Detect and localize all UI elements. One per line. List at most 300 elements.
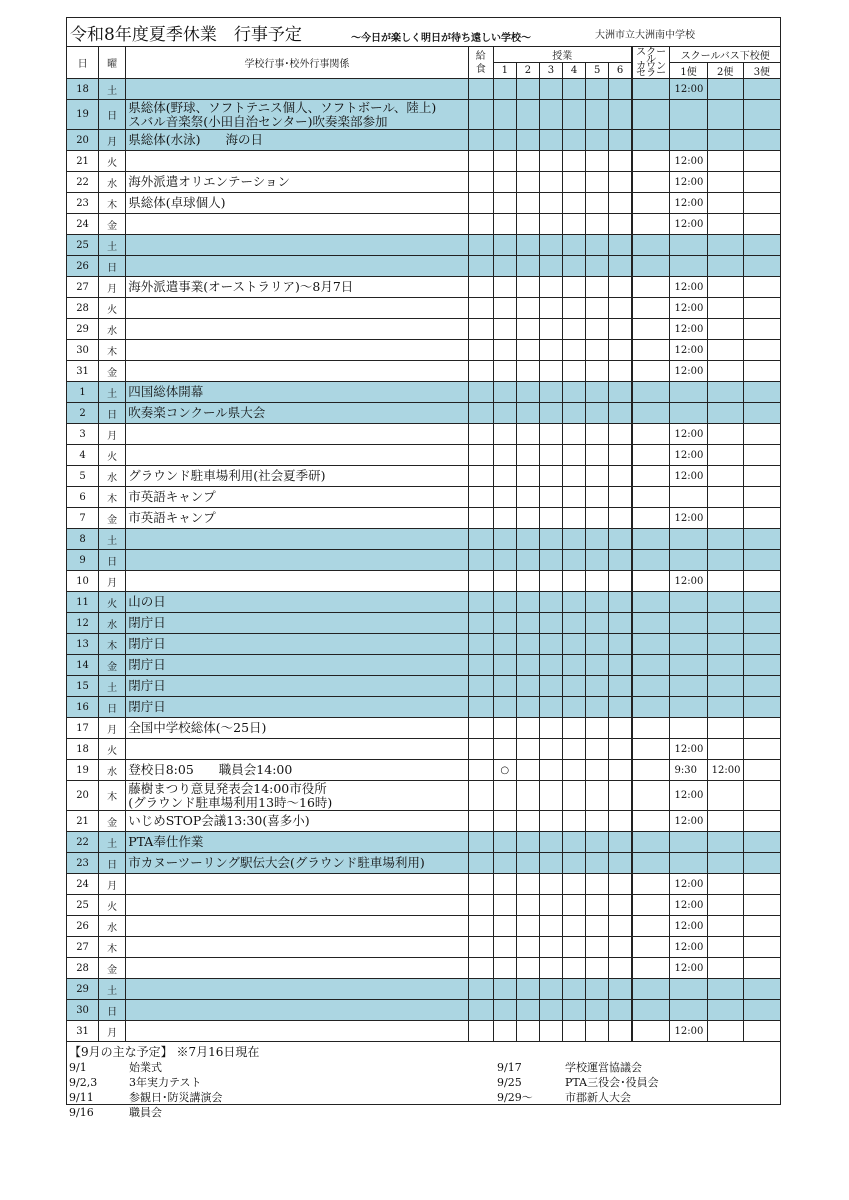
period-cell [493,958,516,979]
period-cell [516,529,539,550]
period-cell [563,895,586,916]
bus-run3-cell [743,937,780,958]
period-cell [586,634,609,655]
bus-run1-cell [670,832,707,853]
bus-run1-cell: 12:00 [670,958,707,979]
counselor-cell [632,550,670,571]
period-cell [586,550,609,571]
event-cell [126,151,468,172]
period-cell [516,613,539,634]
counselor-cell [632,853,670,874]
period-cell [539,895,562,916]
period-cell [586,718,609,739]
lunch-cell [468,718,493,739]
col-header-day: 日 [67,47,99,79]
event-cell: 県総体(水泳) 海の日 [126,130,468,151]
bus-run1-cell [670,718,707,739]
schedule-table [66,46,781,1042]
day-row [67,277,781,298]
period-cell [563,634,586,655]
period-cell [493,529,516,550]
plan-item: 9/17 学校運営協議会 [497,1061,642,1074]
period-cell [586,937,609,958]
weekday-cell: 月 [99,1021,126,1042]
period-cell [563,466,586,487]
event-cell: 全国中学校総体(～25日) [126,718,468,739]
period-cell [516,1021,539,1042]
period-cell [516,781,539,811]
bus-run1-cell [670,130,707,151]
bus-run2-cell [707,697,743,718]
bus-run3-cell [743,235,780,256]
counselor-cell [632,277,670,298]
bus-run3-cell [743,874,780,895]
lunch-cell [468,811,493,832]
period-cell [539,277,562,298]
period-cell [563,277,586,298]
event-cell [126,571,468,592]
weekday-cell: 日 [99,1000,126,1021]
period-cell [609,193,632,214]
bus-run1-cell: 12:00 [670,79,707,100]
period-cell [539,256,562,277]
bus-run2-cell [707,298,743,319]
bus-run2-cell [707,361,743,382]
event-cell [126,256,468,277]
period-cell [609,508,632,529]
counselor-cell [632,937,670,958]
day-row [67,487,781,508]
period-cell [609,151,632,172]
counselor-cell [632,403,670,424]
lunch-cell [468,100,493,130]
period-cell [586,235,609,256]
period-cell [516,958,539,979]
plan-item: 9/29～ 市郡新人大会 [497,1091,631,1104]
bus-run3-cell [743,100,780,130]
period-cell [516,895,539,916]
day-row [67,718,781,739]
bus-run2-cell [707,1000,743,1021]
period-cell [563,760,586,781]
period-cell [586,130,609,151]
counselor-cell [632,193,670,214]
event-cell [126,361,468,382]
lunch-cell [468,916,493,937]
bus-run3-cell [743,1021,780,1042]
day-cell: 25 [67,895,99,916]
counselor-cell [632,832,670,853]
counselor-cell [632,100,670,130]
event-cell: 四国総体開幕 [126,382,468,403]
weekday-cell: 木 [99,634,126,655]
counselor-cell [632,634,670,655]
period-cell [563,739,586,760]
period-cell [516,937,539,958]
period-cell [493,550,516,571]
period-cell [609,592,632,613]
counselor-cell [632,235,670,256]
bus-run3-cell [743,193,780,214]
day-cell: 29 [67,319,99,340]
school-name: 大洲市立大洲南中学校 [595,30,695,41]
lunch-cell [468,130,493,151]
period-cell [539,811,562,832]
period-cell [516,382,539,403]
period-cell [586,403,609,424]
bus-run1-cell [670,853,707,874]
period-cell [539,298,562,319]
bus-run2-cell [707,382,743,403]
lunch-cell [468,508,493,529]
period-header: 5 [586,63,609,79]
period-cell [516,853,539,874]
weekday-cell: 金 [99,508,126,529]
period-cell [563,100,586,130]
period-cell [586,193,609,214]
day-cell: 20 [67,130,99,151]
event-cell: 市カヌーツーリング駅伝大会(グラウンド駐車場利用) [126,853,468,874]
bus-run2-cell [707,739,743,760]
bus-run3-cell [743,697,780,718]
counselor-cell [632,382,670,403]
day-row [67,760,781,781]
period-cell [539,1000,562,1021]
period-cell [539,319,562,340]
period-cell [539,79,562,100]
period-cell [609,529,632,550]
weekday-cell: 木 [99,487,126,508]
bus-run1-cell: 12:00 [670,361,707,382]
period-cell [563,382,586,403]
period-cell [563,508,586,529]
period-cell [516,319,539,340]
day-row [67,172,781,193]
bus-run2-cell [707,529,743,550]
day-row [67,256,781,277]
period-cell [563,151,586,172]
day-cell: 15 [67,676,99,697]
lunch-cell [468,487,493,508]
day-cell: 13 [67,634,99,655]
period-cell [516,760,539,781]
lunch-cell [468,298,493,319]
period-cell [493,256,516,277]
period-cell [609,382,632,403]
period-cell [609,571,632,592]
period-cell [563,130,586,151]
event-cell: 閉庁日 [126,613,468,634]
weekday-cell: 月 [99,424,126,445]
weekday-cell: 土 [99,979,126,1000]
counselor-cell [632,361,670,382]
bus-run2-cell [707,277,743,298]
bus-run2-cell [707,613,743,634]
bus-run1-cell: 12:00 [670,781,707,811]
period-cell [586,340,609,361]
day-cell: 28 [67,298,99,319]
period-cell [586,613,609,634]
bus-run1-cell [670,550,707,571]
lunch-cell [468,172,493,193]
weekday-cell: 木 [99,937,126,958]
period-cell [563,832,586,853]
period-cell [609,550,632,571]
period-cell [493,613,516,634]
weekday-cell: 土 [99,79,126,100]
bus-run1-cell: 12:00 [670,298,707,319]
period-cell [516,193,539,214]
weekday-cell: 火 [99,592,126,613]
counselor-cell [632,979,670,1000]
period-cell [539,130,562,151]
day-cell: 14 [67,655,99,676]
bus-run1-cell: 12:00 [670,193,707,214]
bus-run3-cell [743,445,780,466]
counselor-cell [632,760,670,781]
weekday-cell: 金 [99,655,126,676]
day-row [67,937,781,958]
bus-run3-cell [743,361,780,382]
event-cell: 山の日 [126,592,468,613]
lunch-cell [468,466,493,487]
counselor-cell [632,214,670,235]
period-cell [539,571,562,592]
period-cell [586,895,609,916]
period-cell [516,718,539,739]
period-cell [493,508,516,529]
counselor-cell [632,130,670,151]
day-cell: 26 [67,916,99,937]
day-row [67,676,781,697]
event-cell: グラウンド駐車場利用(社会夏季研) [126,466,468,487]
lunch-cell [468,832,493,853]
period-cell [609,100,632,130]
period-cell [609,424,632,445]
event-cell: 閉庁日 [126,676,468,697]
day-row [67,529,781,550]
bus-run1-cell [670,403,707,424]
day-cell: 23 [67,193,99,214]
bus-run1-cell: 12:00 [670,445,707,466]
counselor-cell [632,895,670,916]
day-row [67,958,781,979]
weekday-cell: 日 [99,697,126,718]
day-row [67,100,781,130]
day-row [67,424,781,445]
period-cell [609,979,632,1000]
day-cell: 26 [67,256,99,277]
bus-run3-cell [743,718,780,739]
period-cell [516,151,539,172]
period-cell [586,1021,609,1042]
bus-run3-cell [743,916,780,937]
event-cell [126,958,468,979]
event-cell: 県総体(卓球個人) [126,193,468,214]
event-cell [126,235,468,256]
lunch-cell [468,760,493,781]
bus-run1-cell: 12:00 [670,424,707,445]
period-cell [539,214,562,235]
weekday-cell: 金 [99,958,126,979]
day-row [67,319,781,340]
period-cell [493,487,516,508]
bus-run2-cell [707,79,743,100]
day-row [67,811,781,832]
lunch-cell [468,235,493,256]
bus-run3-cell [743,1000,780,1021]
period-cell [516,277,539,298]
bus-run2-cell [707,151,743,172]
period-cell [493,172,516,193]
period-cell [539,979,562,1000]
plan-item: 9/16 職員会 [69,1106,162,1119]
period-cell [586,151,609,172]
bus-run2-cell [707,958,743,979]
bus-run1-cell: 12:00 [670,916,707,937]
event-cell: 市英語キャンプ [126,508,468,529]
day-cell: 31 [67,361,99,382]
event-cell: 海外派遣オリエンテーション [126,172,468,193]
weekday-cell: 火 [99,298,126,319]
counselor-cell [632,508,670,529]
period-cell [539,760,562,781]
lunch-cell [468,655,493,676]
period-cell [586,172,609,193]
event-cell: PTA奉仕作業 [126,832,468,853]
day-cell: 10 [67,571,99,592]
period-cell [609,214,632,235]
bus-run1-cell [670,979,707,1000]
period-cell [586,592,609,613]
counselor-cell [632,1021,670,1042]
period-cell [493,424,516,445]
period-cell [493,811,516,832]
bus-run1-cell: 12:00 [670,340,707,361]
weekday-cell: 水 [99,760,126,781]
day-row [67,550,781,571]
bus-run1-cell [670,613,707,634]
event-cell [126,79,468,100]
counselor-cell [632,424,670,445]
period-cell [609,361,632,382]
day-row [67,403,781,424]
day-row [67,697,781,718]
period-cell [563,718,586,739]
period-cell [609,895,632,916]
period-cell [609,445,632,466]
lunch-cell [468,256,493,277]
period-cell [586,874,609,895]
bus-run2-cell [707,319,743,340]
period-cell [586,529,609,550]
period-cell [493,676,516,697]
bus-run3-cell [743,424,780,445]
period-header: 4 [563,63,586,79]
period-cell [586,100,609,130]
counselor-cell [632,79,670,100]
bus-run3-cell [743,172,780,193]
counselor-cell [632,340,670,361]
period-cell [586,508,609,529]
day-row [67,874,781,895]
bus-run1-cell: 12:00 [670,937,707,958]
period-cell [563,697,586,718]
lunch-cell [468,634,493,655]
period-cell [586,958,609,979]
lunch-cell [468,571,493,592]
event-cell [126,529,468,550]
event-cell [126,937,468,958]
period-cell [586,445,609,466]
bus-run2-cell: 12:00 [707,760,743,781]
period-cell [539,382,562,403]
bus-run1-cell: 12:00 [670,172,707,193]
bus-run-header: 2便 [707,63,743,79]
counselor-cell [632,151,670,172]
counselor-cell [632,487,670,508]
period-cell [539,781,562,811]
day-row [67,508,781,529]
period-cell: ○ [493,760,516,781]
period-cell [493,151,516,172]
weekday-cell: 月 [99,571,126,592]
bus-run1-cell [670,256,707,277]
period-cell [609,811,632,832]
bus-run2-cell [707,655,743,676]
bus-run1-cell: 12:00 [670,508,707,529]
lunch-cell [468,361,493,382]
weekday-cell: 日 [99,403,126,424]
period-cell [516,256,539,277]
lunch-cell [468,958,493,979]
period-cell [493,403,516,424]
plan-item: 9/25 PTA三役会･役員会 [497,1076,659,1089]
period-cell [609,277,632,298]
counselor-cell [632,655,670,676]
bus-run3-cell [743,781,780,811]
col-header-bus: スクールバス下校便 [670,47,781,63]
period-cell [586,424,609,445]
bus-run1-cell [670,1000,707,1021]
day-row [67,361,781,382]
period-cell [609,676,632,697]
period-cell [493,592,516,613]
period-cell [609,298,632,319]
bus-run1-cell [670,676,707,697]
period-cell [609,937,632,958]
bus-run1-cell: 9:30 [670,760,707,781]
lunch-cell [468,592,493,613]
period-cell [563,1000,586,1021]
bus-run3-cell [743,676,780,697]
september-heading: 【9月の主な予定】 ※7月16日現在 [69,1045,260,1059]
period-cell [539,151,562,172]
period-cell [563,298,586,319]
period-cell [586,382,609,403]
period-cell [609,613,632,634]
bus-run2-cell [707,340,743,361]
bus-run2-cell [707,571,743,592]
weekday-cell: 土 [99,235,126,256]
day-row [67,592,781,613]
counselor-cell [632,1000,670,1021]
period-header: 6 [609,63,632,79]
period-cell [493,853,516,874]
period-cell [539,1021,562,1042]
day-row [67,340,781,361]
period-cell [609,874,632,895]
